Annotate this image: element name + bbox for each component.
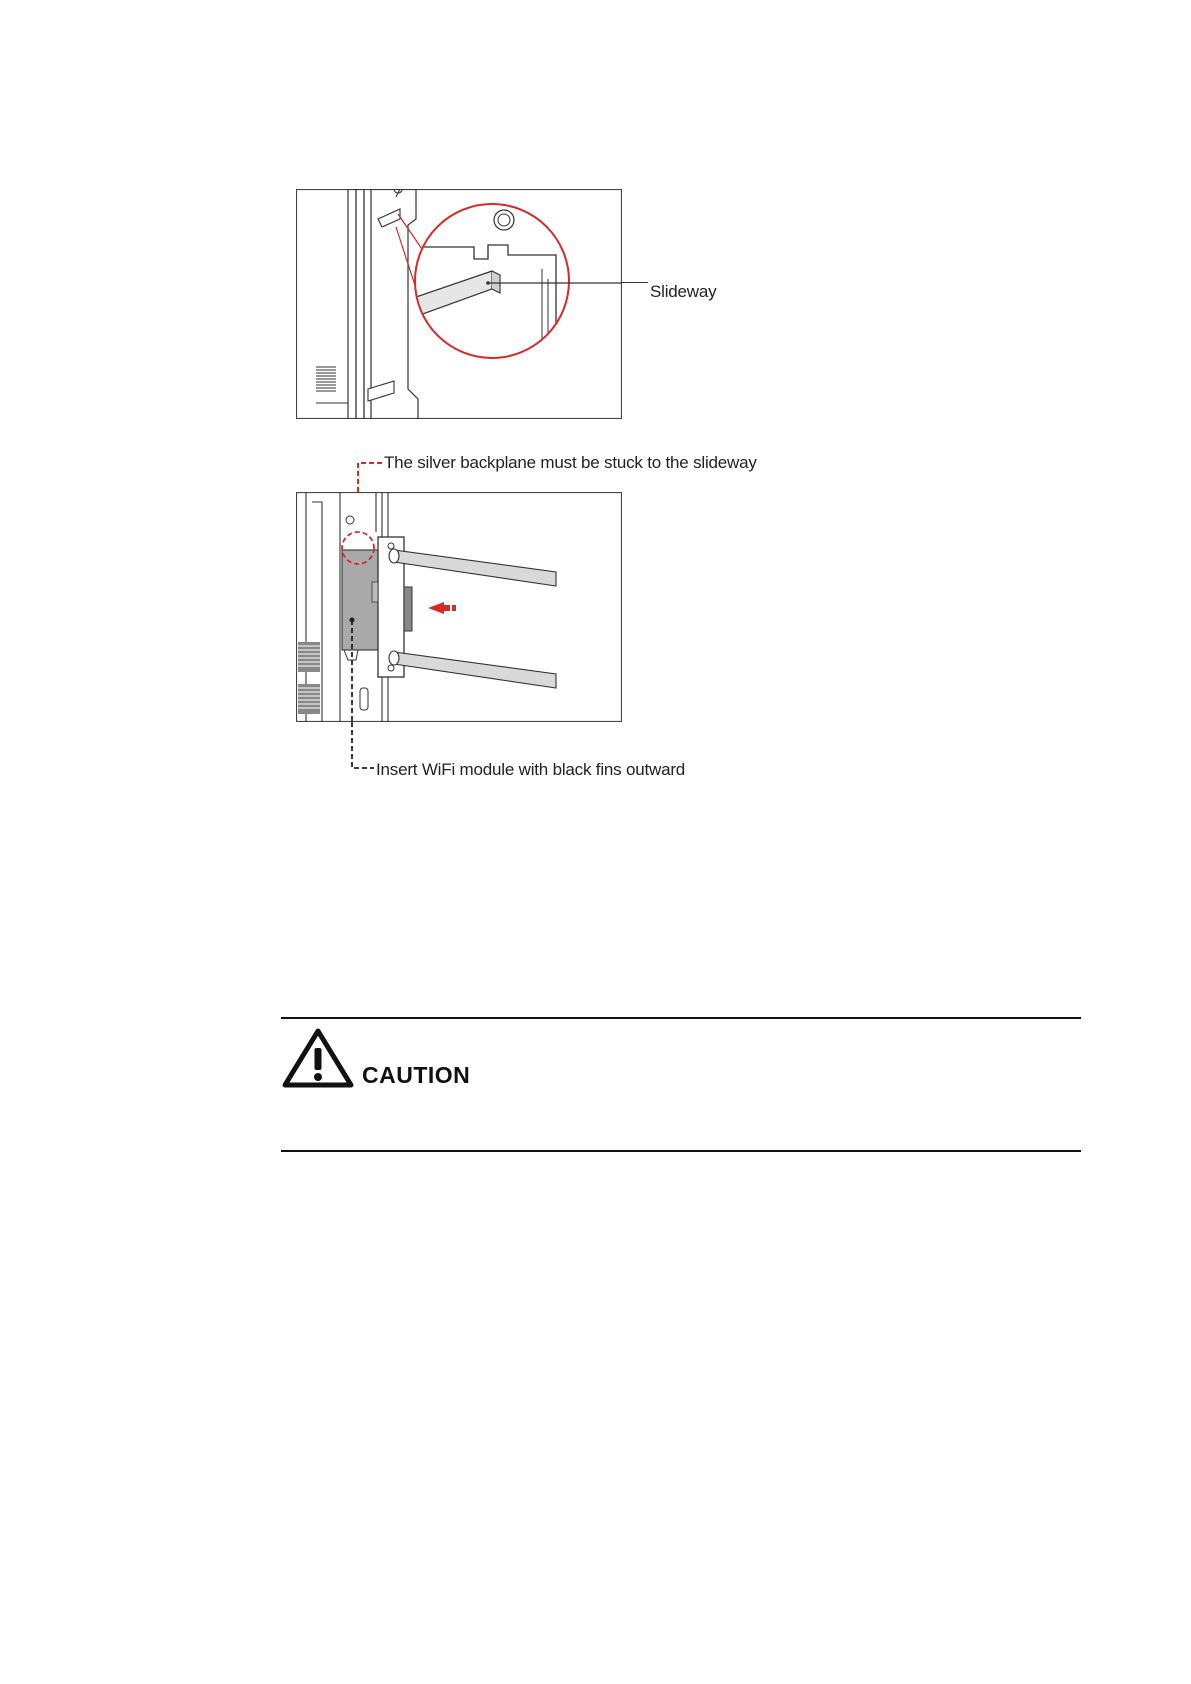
warning-triangle-icon	[282, 1028, 354, 1088]
module-callout: Insert WiFi module with black fins outward	[376, 760, 686, 779]
caution-label: CAUTION	[362, 1062, 471, 1088]
wifi-module-illustration	[296, 492, 622, 722]
figure-wifi-module	[296, 492, 622, 722]
callout-line-slideway	[622, 282, 648, 283]
caution-bottom-rule	[281, 1150, 1081, 1152]
figure-slideway	[296, 189, 622, 419]
slideway-illustration	[296, 189, 622, 419]
caution-top-rule	[281, 1017, 1081, 1019]
slideway-label: Slideway	[650, 282, 717, 301]
backplane-callout: The silver backplane must be stuck to the slideway	[384, 453, 757, 472]
